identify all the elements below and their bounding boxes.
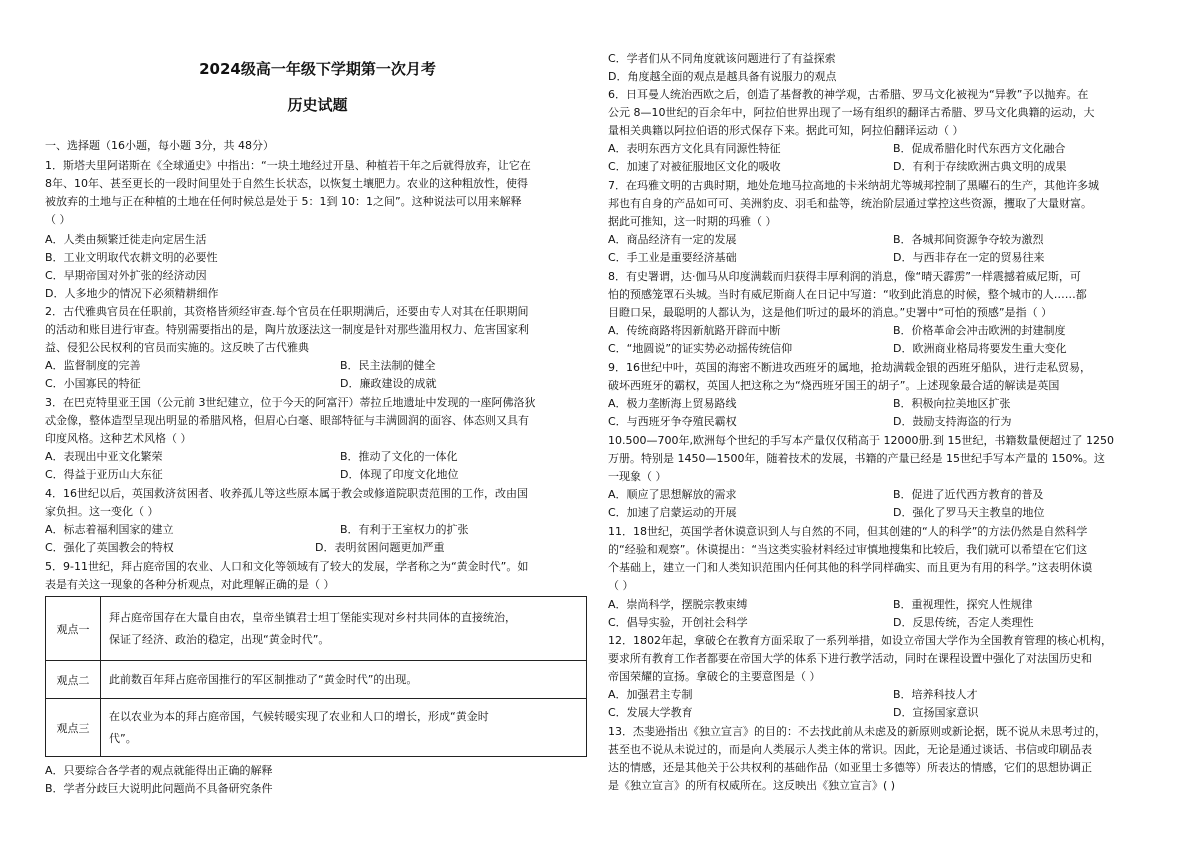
viewpoint-label: 观点二: [46, 661, 101, 699]
q10-stem-line: 一现象（ ）: [608, 470, 667, 483]
q7-option-d: D．与西非存在一定的贸易往来: [893, 251, 1045, 264]
q8-option-c: C．“地圆说”的证实势必动摇传统信仰: [608, 342, 793, 355]
q6-option-d: D．有利于存续欧洲古典文明的成果: [893, 160, 1067, 173]
q5-stem-line: 表是有关这一现象的各种分析观点，对此理解正确的是（ ）: [45, 578, 335, 591]
q9-stem-line: 9．16世纪中叶，英国的海密不断进攻西班牙的属地，抢劫满载金银的西班牙船队，进行走私贸易，: [608, 361, 1091, 374]
q1-stem-line: 被放弃的土地与正在种植的土地在任何时候总是处于 5：1到 10：1之间”。这种说法可以用来解释: [45, 195, 522, 208]
exam-title: 2024级高一年级下学期第一次月考: [199, 60, 436, 78]
q8-option-b: B．价格革命会冲击欧洲的封建制度: [893, 324, 1066, 337]
q1-option-c: C．早期帝国对外扩张的经济动因: [45, 269, 207, 282]
q11-stem-line: 的“经验和观察”。休谟提出：“当这类实验材料经过审慎地搜集和比较后，我们就可以希望在它们这: [608, 543, 1088, 556]
q4-option-c: C．强化了英国教会的特权: [45, 541, 174, 554]
q2-option-c: C．小国寡民的特征: [45, 377, 141, 390]
q10-option-d: D．强化了罗马天主教皇的地位: [893, 506, 1045, 519]
q11-option-c: C．倡导实验，开创社会科学: [608, 616, 748, 629]
q2-stem-line: 益、侵犯公民权利的官员而实施的。这反映了古代雅典: [45, 341, 309, 354]
viewpoint-label: 观点三: [46, 699, 101, 757]
q8-stem-line: 8．有史署谓，达·伽马从印度满载而归获得丰厚利润的消息，像“晴天霹雳”一样震撼着威尼斯，可: [608, 270, 1081, 283]
q3-option-c: C．得益于亚历山大东征: [45, 468, 163, 481]
q5-stem-line: 5．9-11世纪，拜占庭帝国的农业、人口和文化等领域有了较大的发展，学者称之为“黄金时代”。如: [45, 560, 529, 573]
q11-stem-line: （ ）: [608, 579, 634, 592]
q8-option-a: A．传统商路将因新航路开辟而中断: [608, 324, 781, 337]
q8-stem-line: 目瞪口呆，最聪明的人都认为，这是他们听过的最坏的消息。”史署中“可怕的预感”是指（ ）: [608, 306, 1053, 319]
q5-option-c: C．学者们从不同角度就该问题进行了有益探索: [608, 52, 836, 65]
q9-option-c: C．与西班牙争夺殖民霸权: [608, 415, 737, 428]
q7-stem-line: 邦也有自身的产品如可可、美洲豹皮、羽毛和盐等，统治阶层通过掌控这些资源，攫取了大量财富。: [608, 197, 1092, 210]
viewpoint-text: 在以农业为本的拜占庭帝国，气候转暖实现了农业和人口的增长，形成“黄金时 代”。: [101, 699, 587, 757]
q6-stem-line: 量相关典籍以阿拉伯语的形式保存下来。据此可知，阿拉伯翻译运动（ ）: [608, 124, 964, 137]
q2-stem-line: 的活动和账目进行审查。特别需要指出的是，陶片放逐法这一制度是针对那些滥用权力、危害国家利: [45, 323, 529, 336]
q6-option-c: C．加速了对被征服地区文化的吸收: [608, 160, 781, 173]
table-row: [46, 661, 587, 699]
q1-option-a: A．人类由频繁迁徙走向定居生活: [45, 233, 207, 246]
q3-option-d: D．体现了印度文化地位: [340, 468, 459, 481]
q12-stem-line: 帝国荣耀的宣扬。拿破仑的主要意图是（ ）: [608, 670, 821, 683]
q2-option-b: B．民主法制的健全: [340, 359, 436, 372]
q2-option-d: D．廉政建设的成就: [340, 377, 437, 390]
exam-subject: 历史试题: [287, 96, 348, 114]
q5-option-d: D．角度越全面的观点是越具备有说服力的观点: [608, 70, 837, 83]
q1-option-d: D．人多地少的情况下必须精耕细作: [45, 287, 219, 300]
q5-option-b: B．学者分歧巨大说明此问题尚不具备研究条件: [45, 782, 273, 795]
viewpoint-text: 拜占庭帝国存在大量自由农，皇帝坐镇君士坦丁堡能实现对乡村共同体的直接统治， 保证了经济、政治的稳定，出现“黄金时代”。: [101, 597, 587, 661]
q7-stem-line: 据此可推知，这一时期的玛雅（ ）: [608, 215, 777, 228]
q7-stem-line: 7．在玛雅文明的古典时期，地处危地马拉高地的卡米纳胡尤等城邦控制了黑曜石的生产，其他许多城: [608, 179, 1099, 192]
q6-stem-line: 6．日耳曼人统治西欧之后，创造了基督教的神学观，古希腊、罗马文化被视为“异教”予以抛弃。在: [608, 88, 1089, 101]
q4-option-b: B．有利于王室权力的扩张: [340, 523, 469, 536]
q12-option-c: C．发展大学教育: [608, 706, 693, 719]
q9-option-b: B．积极向拉美地区扩张: [893, 397, 1011, 410]
q9-option-d: D．鼓励支持海盗的行为: [893, 415, 1012, 428]
q12-option-a: A．加强君主专制: [608, 688, 693, 701]
q3-option-a: A．表现出中亚文化繁荣: [45, 450, 163, 463]
q3-option-b: B．推动了文化的一体化: [340, 450, 458, 463]
viewpoint-label: 观点一: [46, 597, 101, 661]
q1-stem-line: 8年、10年、甚至更长的一段时间里处于自然生长状态，以恢复土壤肥力。农业的这种粗放性，使得: [45, 177, 528, 190]
q7-option-a: A．商品经济有一定的发展: [608, 233, 737, 246]
q4-stem-line: 4．16世纪以后，英国救济贫困者、收养孤儿等这些原本属于教会或修道院职责范围的工作，改由国: [45, 487, 528, 500]
q3-stem-line: 忒金像，整体造型呈现出明显的希腊风格，但眉心白毫、眼部特征与丰满圆润的面容、体态则又具有: [45, 414, 529, 427]
q12-stem-line: 12．1802年起，拿破仑在教育方面采取了一系列举措，如设立帝国大学作为全国教育管理的核心机构，: [608, 634, 1112, 647]
q9-stem-line: 破坏西班牙的霸权，英国人把这称之为“烧西班牙国王的胡子”。上述现象最合适的解读是英国: [608, 379, 1060, 392]
q9-option-a: A．极力垄断海上贸易路线: [608, 397, 737, 410]
q11-option-d: D．反思传统，否定人类理性: [893, 616, 1034, 629]
q3-stem-line: 印度风格。这种艺术风格（ ）: [45, 432, 192, 445]
q10-option-b: B．促进了近代西方教育的普及: [893, 488, 1044, 501]
table-row: [46, 597, 587, 661]
q11-stem-line: 个基础上，建立一门和人类知识范围内任何其他的科学同样确实、而且更为有用的科学。”这表明休谟: [608, 561, 1093, 574]
q7-option-c: C．手工业是重要经济基础: [608, 251, 737, 264]
section-heading: 一、选择题（16小题，每小题 3分，共 48分）: [45, 139, 274, 152]
q12-stem-line: 要求所有教育工作者都要在帝国大学的体系下进行教学活动，同时在课程设置中强化了对法国历史和: [608, 652, 1092, 665]
q12-option-b: B．培养科技人才: [893, 688, 978, 701]
viewpoints-table: [45, 596, 587, 757]
q1-stem-line: 1．斯塔夫里阿诺斯在《全球通史》中指出：“一块土地经过开垦、种植若干年之后就得放弃，让它在: [45, 159, 531, 172]
q10-stem-line: 万册。特别是 1450—1500年，随着技术的发展，书籍的产量已经是 15世纪手写本产量的 150%。这: [608, 452, 1105, 465]
q3-stem-line: 3．在巴克特里亚王国（公元前 3世纪建立，位于今天的阿富汗）蒂拉丘地遗址中发现的一座阿佛洛狄: [45, 396, 536, 409]
q4-option-d: D．表明贫困问题更加严重: [315, 541, 445, 554]
q10-stem-line: 10.500—700年,欧洲每个世纪的手写本产量仅仅稍高于 12000册.到 15世纪，书籍数量便超过了 1250: [608, 434, 1114, 447]
table-row: [46, 699, 587, 757]
q13-stem-line: 达的情感，还是其他关于公共权利的基础作品（如亚里士多德等）所表达的情感，它们的思想协调正: [608, 761, 1092, 774]
q1-stem-line: （ ）: [45, 213, 71, 226]
q10-option-a: A．顺应了思想解放的需求: [608, 488, 737, 501]
q12-option-d: D．宣扬国家意识: [893, 706, 979, 719]
q8-stem-line: 怕的预感笼罩石头城。当时有威尼斯商人在日记中写道：“收到此消息的时候，整个城市的人……都: [608, 288, 1087, 301]
q13-stem-line: 甚至也不说从未说过的，而是向人类展示人类主体的常识。因此，无论是通过谈话、书信或印刷品表: [608, 743, 1092, 756]
q7-option-b: B．各城邦间资源争夺较为激烈: [893, 233, 1044, 246]
q8-option-d: D．欧洲商业格局将要发生重大变化: [893, 342, 1067, 355]
q11-option-a: A．崇尚科学，摆脱宗教束缚: [608, 598, 748, 611]
q11-stem-line: 11．18世纪，英国学者休谟意识到人与自然的不同，但其创建的“人的科学”的方法仍然是自然科学: [608, 525, 1088, 538]
q6-stem-line: 公元 8—10世纪的百余年中，阿拉伯世界出现了一场有组织的翻译古希腊、罗马文化典籍的运动，大: [608, 106, 1095, 119]
q4-stem-line: 家负担。这一变化（ ）: [45, 505, 159, 518]
q11-option-b: B．重视理性，探究人性规律: [893, 598, 1033, 611]
q2-option-a: A．监督制度的完善: [45, 359, 141, 372]
viewpoint-text: 此前数百年拜占庭帝国推行的军区制推动了“黄金时代”的出现。: [101, 661, 587, 699]
q13-stem-line: 是《独立宣言》的所有权威所在。这反映出《独立宣言》( ): [608, 779, 896, 792]
q1-option-b: B．工业文明取代农耕文明的必要性: [45, 251, 218, 264]
q6-option-b: B．促成希腊化时代东西方文化融合: [893, 142, 1066, 155]
q10-option-c: C．加速了启蒙运动的开展: [608, 506, 737, 519]
q5-option-a: A．只要综合各学者的观点就能得出正确的解释: [45, 764, 273, 777]
q6-option-a: A．表明东西方文化具有同源性特征: [608, 142, 781, 155]
q13-stem-line: 13．杰斐逊指出《独立宣言》的目的：不去找此前从未虑及的新原则或新论据，既不说从未思考过的，: [608, 725, 1106, 738]
q2-stem-line: 2．古代雅典官员在任职前，其资格皆须经审查.每个官员在任职期满后，还要由专人对其在任职期间: [45, 305, 529, 318]
q4-option-a: A．标志着福利国家的建立: [45, 523, 174, 536]
